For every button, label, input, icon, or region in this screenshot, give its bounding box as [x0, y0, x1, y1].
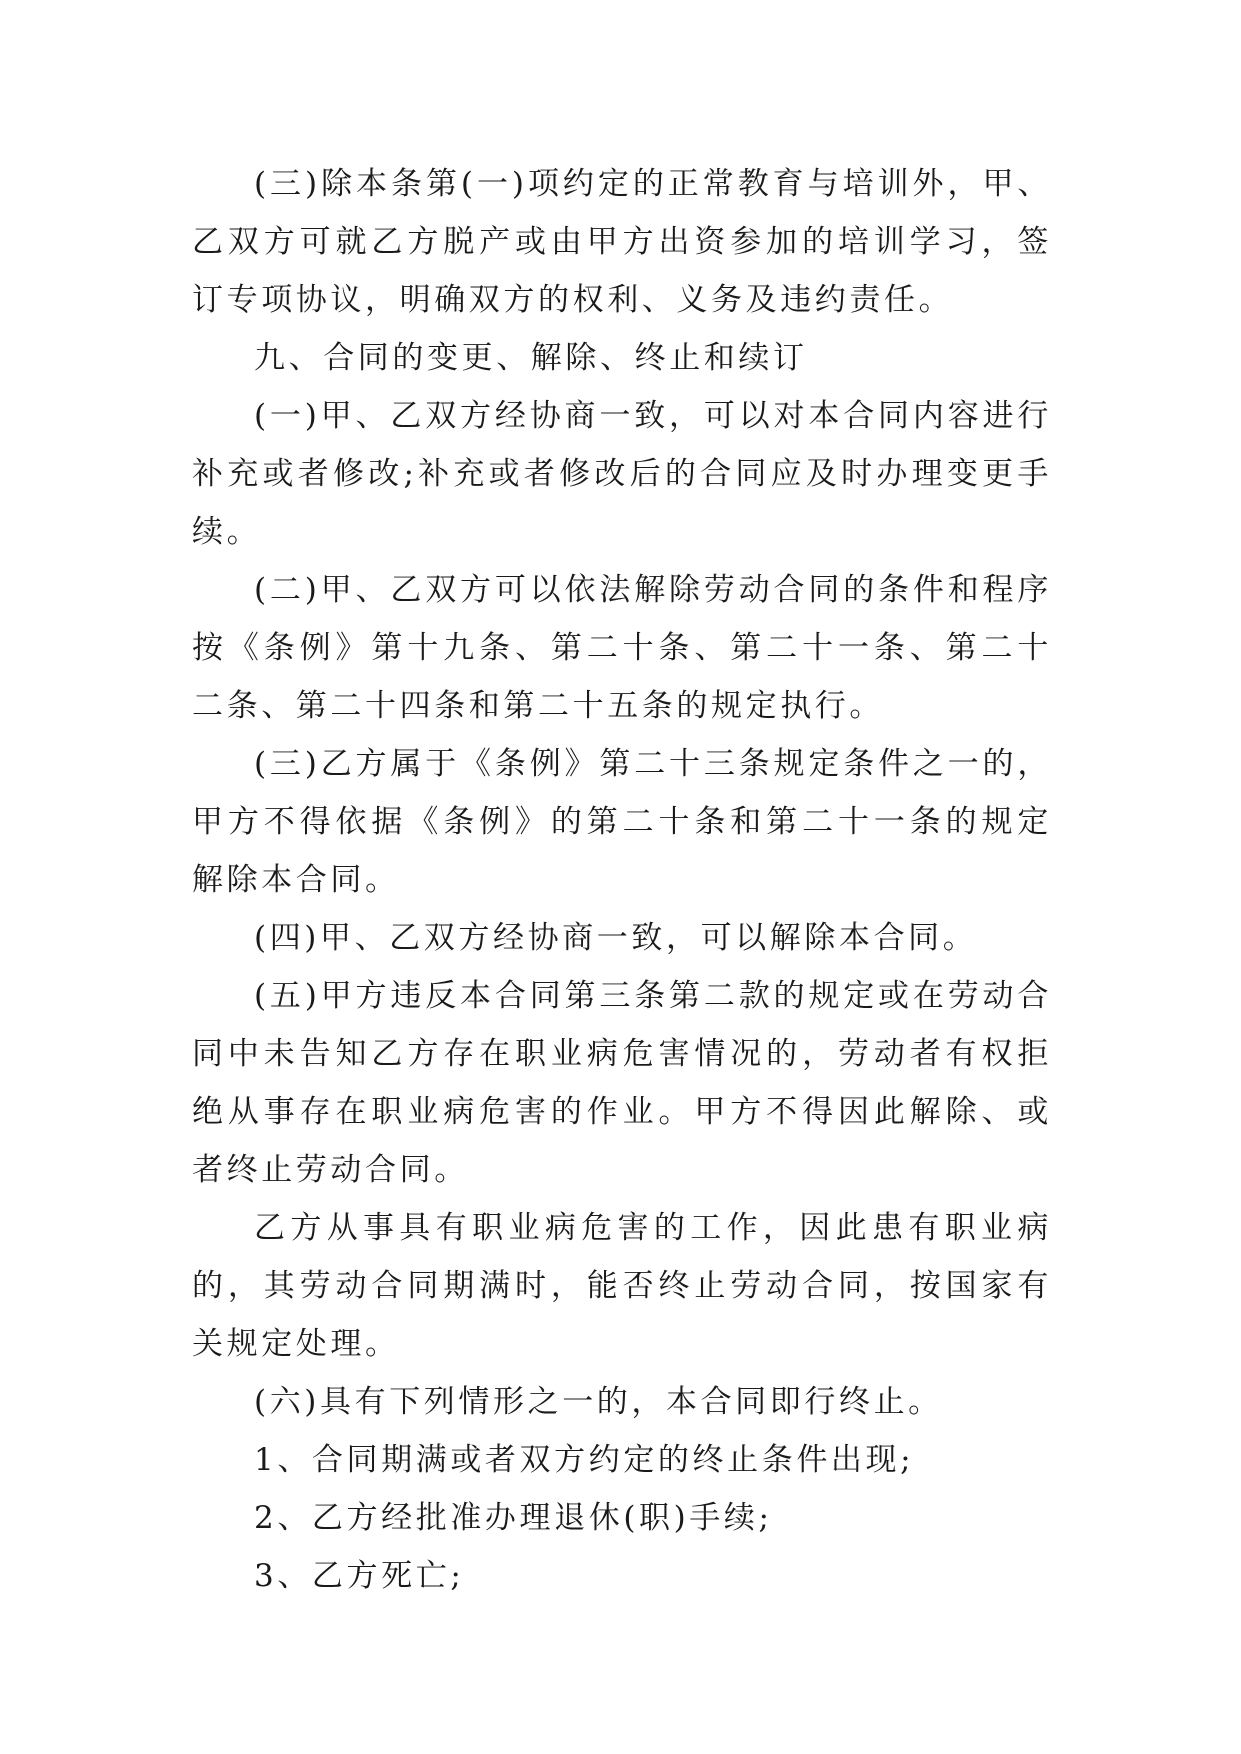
paragraph-training-agreement: (三)除本条第(一)项约定的正常教育与培训外，甲、乙双方可就乙方脱产或由甲方出资参加的培训学习，签订专项协议，明确双方的权利、义务及违约责任。	[192, 166, 1052, 318]
paragraph-termination-circumstances: (六)具有下列情形之一的，本合同即行终止。	[254, 1384, 943, 1420]
list-item-retirement: 2、乙方经批准办理退休(职)手续;	[254, 1500, 773, 1536]
paragraph-occupational-hazard: (五)甲方违反本合同第三条第二款的规定或在劳动合同中未告知乙方存在职业病危害情况的，劳动者有权拒绝从事存在职业病危害的作业。甲方不得因此解除、或者终止劳动合同。	[192, 978, 1052, 1188]
paragraph-occupational-disease: 乙方从事具有职业病危害的工作，因此患有职业病的，其劳动合同期满时，能否终止劳动合同，按国家有关规定处理。	[192, 1210, 1052, 1362]
paragraph-article-23: (三)乙方属于《条例》第二十三条规定条件之一的，甲方不得依据《条例》的第二十条和第二十一条的规定解除本合同。	[192, 746, 1052, 898]
list-item-contract-expiry: 1、合同期满或者双方约定的终止条件出现;	[254, 1442, 915, 1478]
paragraph-termination-conditions: (二)甲、乙双方可以依法解除劳动合同的条件和程序按《条例》第十九条、第二十条、第二十一条、第二十二条、第二十四条和第二十五条的规定执行。	[192, 572, 1052, 724]
document-body	[192, 155, 1052, 1605]
section-heading-contract-changes: 九、合同的变更、解除、终止和续订	[254, 340, 808, 376]
paragraph-amendment: (一)甲、乙双方经协商一致，可以对本合同内容进行补充或者修改;补充或者修改后的合同应及时办理变更手续。	[192, 398, 1052, 550]
list-item-death: 3、乙方死亡;	[254, 1558, 465, 1594]
paragraph-mutual-termination: (四)甲、乙双方经协商一致，可以解除本合同。	[254, 920, 978, 956]
